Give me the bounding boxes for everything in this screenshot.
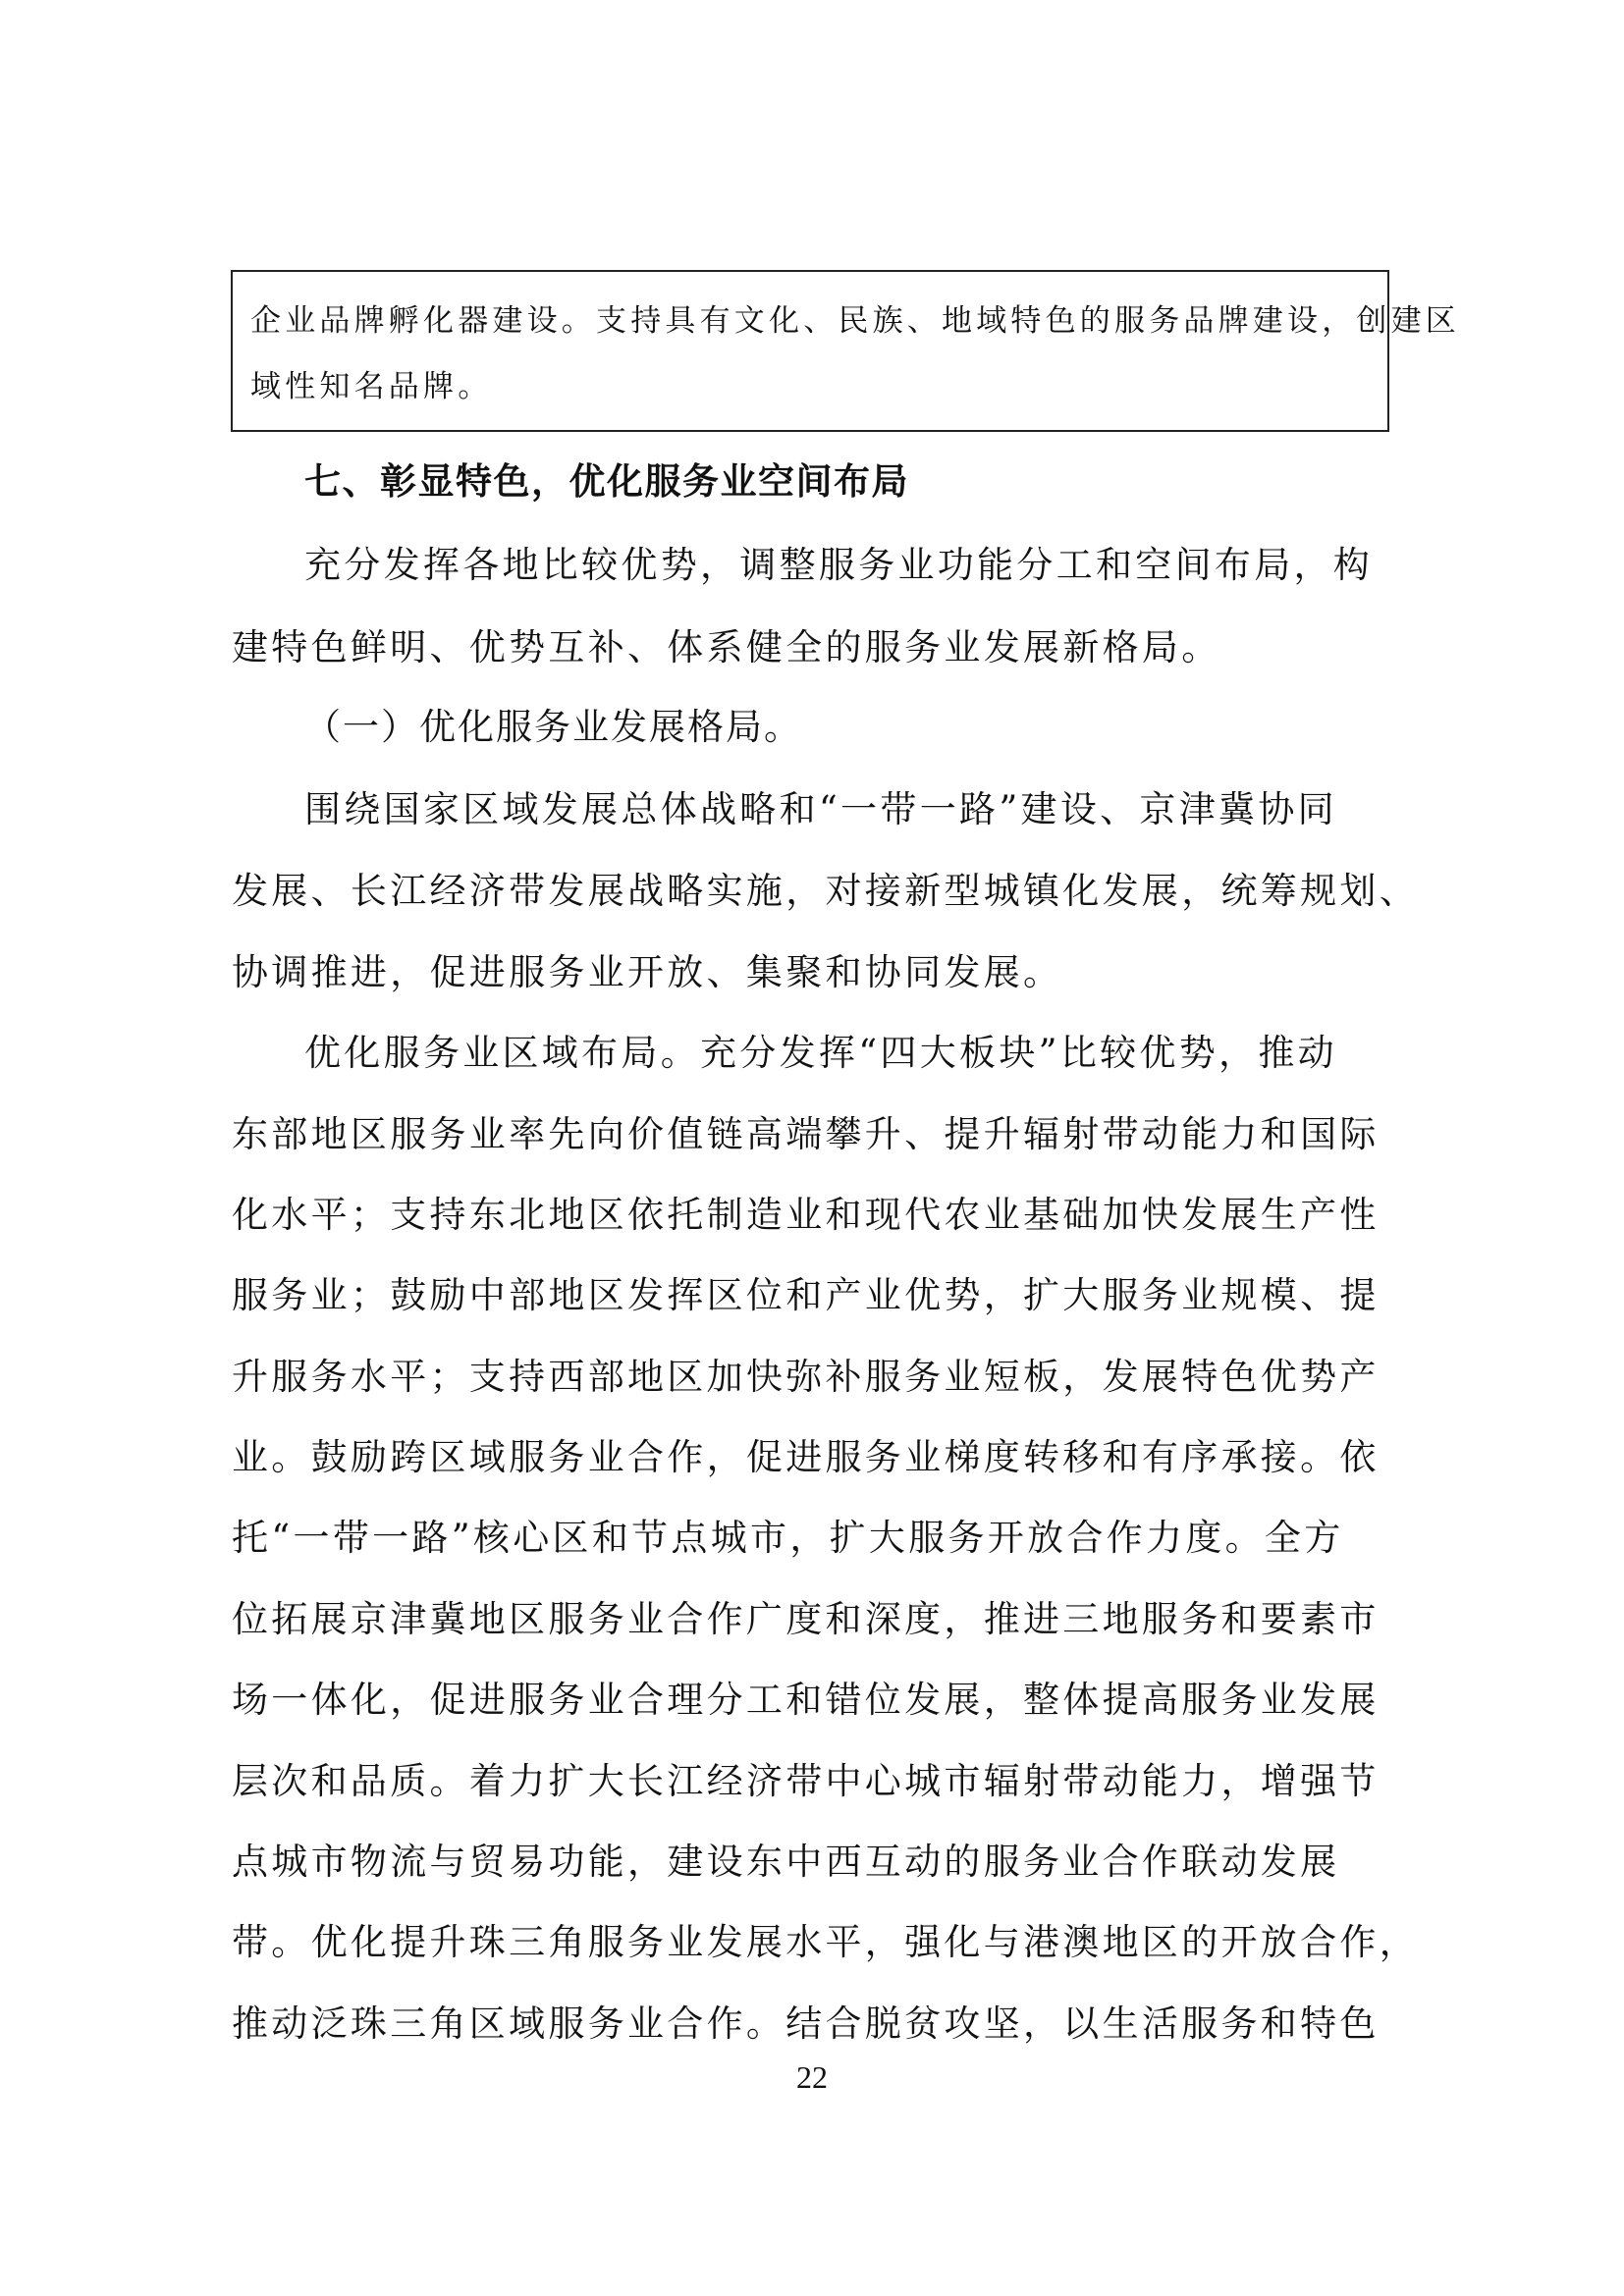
box-line: 域性知名品牌。 — [250, 369, 493, 404]
paragraph-line: 升服务水平；支持西部地区加快弥补服务业短板，发展特色优势产 — [232, 1356, 1380, 1398]
paragraph-line: 化水平；支持东北地区依托制造业和现代农业基础加快发展生产性 — [232, 1194, 1380, 1236]
intro-line: 充分发挥各地比较优势，调整服务业功能分工和空间布局，构 — [304, 544, 1374, 586]
paragraph-line: 推动泛珠三角区域服务业合作。结合脱贫攻坚，以生活服务和特色 — [232, 2002, 1380, 2045]
page-number: 22 — [796, 2059, 828, 2095]
paragraph-line: 带。优化提升珠三角服务业发展水平，强化与港澳地区的开放合作， — [232, 1921, 1419, 1963]
subsection-heading: （一）优化服务业发展格局。 — [304, 706, 802, 748]
paragraph-line: 东部地区服务业率先向价值链高端攀升、提升辐射带动能力和国际 — [232, 1113, 1380, 1155]
paragraph-line: 点城市物流与贸易功能，建设东中西互动的服务业合作联动发展 — [232, 1841, 1340, 1883]
paragraph-line: 发展、长江经济带发展战略实施，对接新型城镇化发展，统筹规划、 — [232, 870, 1419, 912]
paragraph-line: 协调推进，促进服务业开放、集聚和协同发展。 — [232, 951, 1063, 993]
paragraph-line: 业。鼓励跨区域服务业合作，促进服务业梯度转移和有序承接。依 — [232, 1436, 1380, 1478]
box-line: 企业品牌孵化器建设。支持具有文化、民族、地域特色的服务品牌建设，创建区 — [250, 303, 1460, 339]
paragraph-line: 围绕国家区域发展总体战略和“一带一路”建设、京津冀协同 — [304, 788, 1337, 830]
paragraph-line: 层次和品质。着力扩大长江经济带中心城市辐射带动能力，增强节 — [232, 1760, 1380, 1802]
paragraph-line: 服务业；鼓励中部地区发挥区位和产业优势，扩大服务业规模、提 — [232, 1274, 1380, 1316]
paragraph-line: 优化服务业区域布局。充分发挥“四大板块”比较优势，推动 — [304, 1032, 1337, 1074]
paragraph-line: 托“一带一路”核心区和节点城市，扩大服务开放合作力度。全方 — [232, 1517, 1344, 1559]
paragraph-line: 位拓展京津冀地区服务业合作广度和深度，推进三地服务和要素市 — [232, 1598, 1380, 1640]
section-heading: 七、彰显特色，优化服务业空间布局 — [304, 460, 909, 503]
paragraph-line: 场一体化，促进服务业合理分工和错位发展，整体提高服务业发展 — [232, 1679, 1380, 1721]
boxed-text-panel — [231, 270, 1460, 432]
intro-line: 建特色鲜明、优势互补、体系健全的服务业发展新格局。 — [232, 626, 1221, 668]
